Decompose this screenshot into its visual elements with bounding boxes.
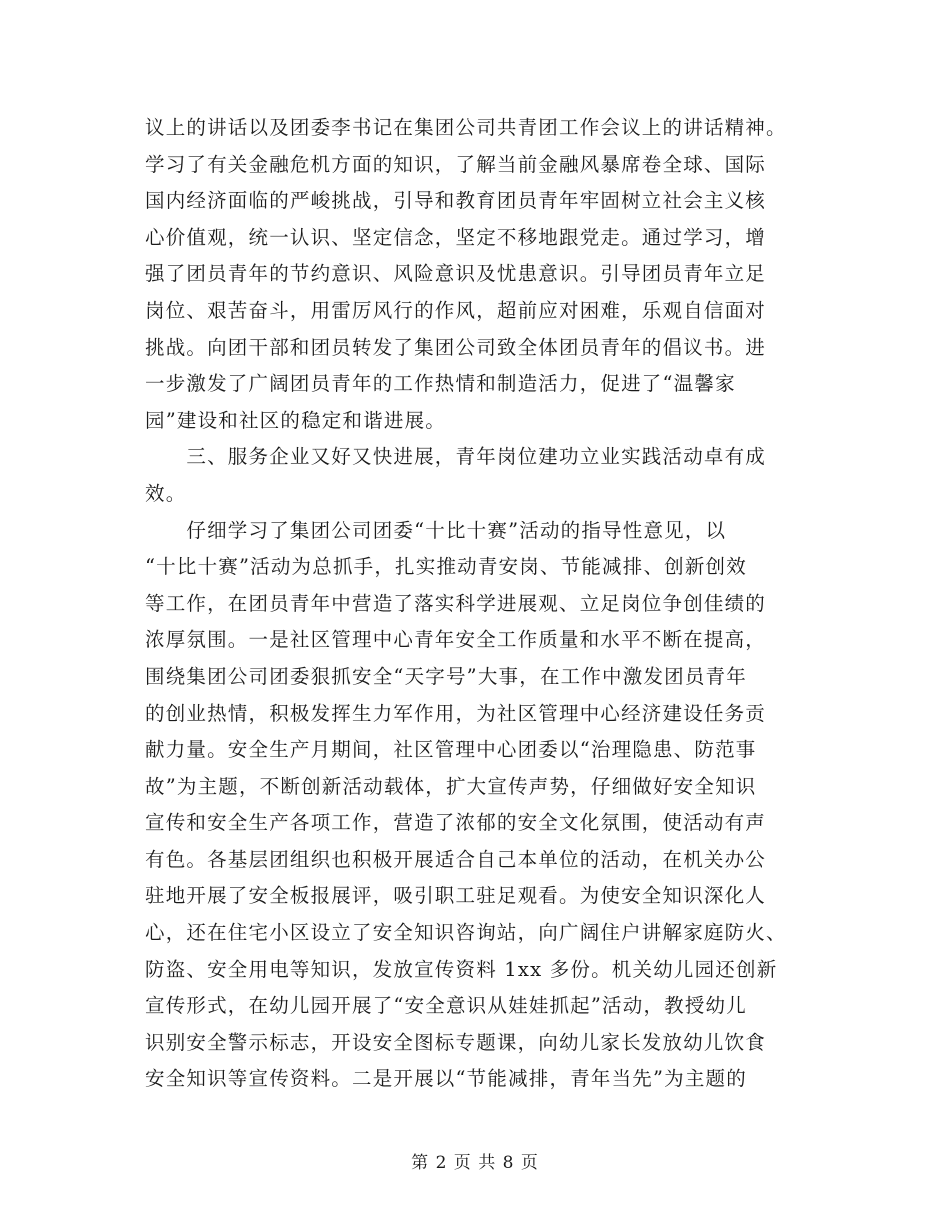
text-line: 浓厚氛围。一是社区管理中心青年安全工作质量和水平不断在提高，	[145, 628, 767, 652]
section-heading-line: 三、服务企业又好又快进展，青年岗位建功立业实践活动卓有成	[145, 445, 767, 469]
text-line: 防盗、安全用电等知识，发放宣传资料 1xx 多份。机关幼儿园还创新	[145, 957, 778, 981]
section-heading-line: 效。	[145, 481, 187, 505]
text-line: 岗位、艰苦奋斗，用雷厉风行的作风，超前应对困难，乐观自信面对	[145, 298, 767, 322]
text-line: 仔细学习了集团公司团委“十比十赛”活动的指导性意见，以	[145, 518, 727, 542]
text-line: 强了团员青年的节约意识、风险意识及忧患意识。引导团员青年立足	[145, 262, 767, 286]
text-line: 挑战。向团干部和团员转发了集团公司致全体团员青年的倡议书。进	[145, 335, 767, 359]
page-number-footer: 第 2 页 共 8 页	[411, 1153, 539, 1173]
text-line: 献力量。安全生产月期间，社区管理中心团委以“治理隐患、防范事	[145, 738, 757, 762]
text-line: 议上的讲话以及团委李书记在集团公司共青团工作会议上的讲话精神。	[145, 116, 787, 139]
text-line: 故”为主题，不断创新活动载体，扩大宣传声势，仔细做好安全知识	[145, 774, 757, 798]
text-line: 安全知识等宣传资料。二是开展以“节能减排，青年当先”为主题的	[145, 1067, 747, 1091]
text-line: 园”建设和社区的稳定和谐进展。	[145, 408, 446, 432]
text-line: 驻地开展了安全板报展评，吸引职工驻足观看。为使安全知识深化人	[145, 884, 767, 908]
text-line: 识别安全警示标志，开设安全图标专题课，向幼儿家长发放幼儿饮食	[145, 1030, 767, 1054]
text-line: 围绕集团公司团委狠抓安全“天字号”大事，在工作中激发团员青年	[145, 664, 747, 688]
text-line: 国内经济面临的严峻挑战，引导和教育团员青年牢固树立社会主义核	[145, 189, 767, 213]
text-line: 有色。各基层团组织也积极开展适合自己本单位的活动，在机关办公	[145, 847, 767, 871]
text-line: “十比十赛”活动为总抓手，扎实推动青安岗、节能减排、创新创效	[145, 555, 747, 579]
text-line: 宣传和安全生产各项工作，营造了浓郁的安全文化氛围，使活动有声	[145, 811, 767, 835]
text-line: 心价值观，统一认识、坚定信念，坚定不移地跟党走。通过学习，增	[145, 225, 767, 249]
text-line: 等工作，在团员青年中营造了落实科学进展观、立足岗位争创佳绩的	[145, 591, 767, 615]
text-line: 学习了有关金融危机方面的知识，了解当前金融风暴席卷全球、国际	[145, 152, 767, 176]
text-line: 心，还在住宅小区设立了安全知识咨询站，向广阔住户讲解家庭防火、	[145, 921, 787, 945]
text-line: 一步激发了广阔团员青年的工作热情和制造活力，促进了“温馨家	[145, 372, 736, 396]
body-text	[145, 110, 810, 1098]
text-line: 的创业热情，积极发挥生力军作用，为社区管理中心经济建设任务贡	[145, 701, 767, 725]
text-line: 宣传形式，在幼儿园开展了“安全意识从娃娃抓起”活动，教授幼儿	[145, 994, 747, 1018]
